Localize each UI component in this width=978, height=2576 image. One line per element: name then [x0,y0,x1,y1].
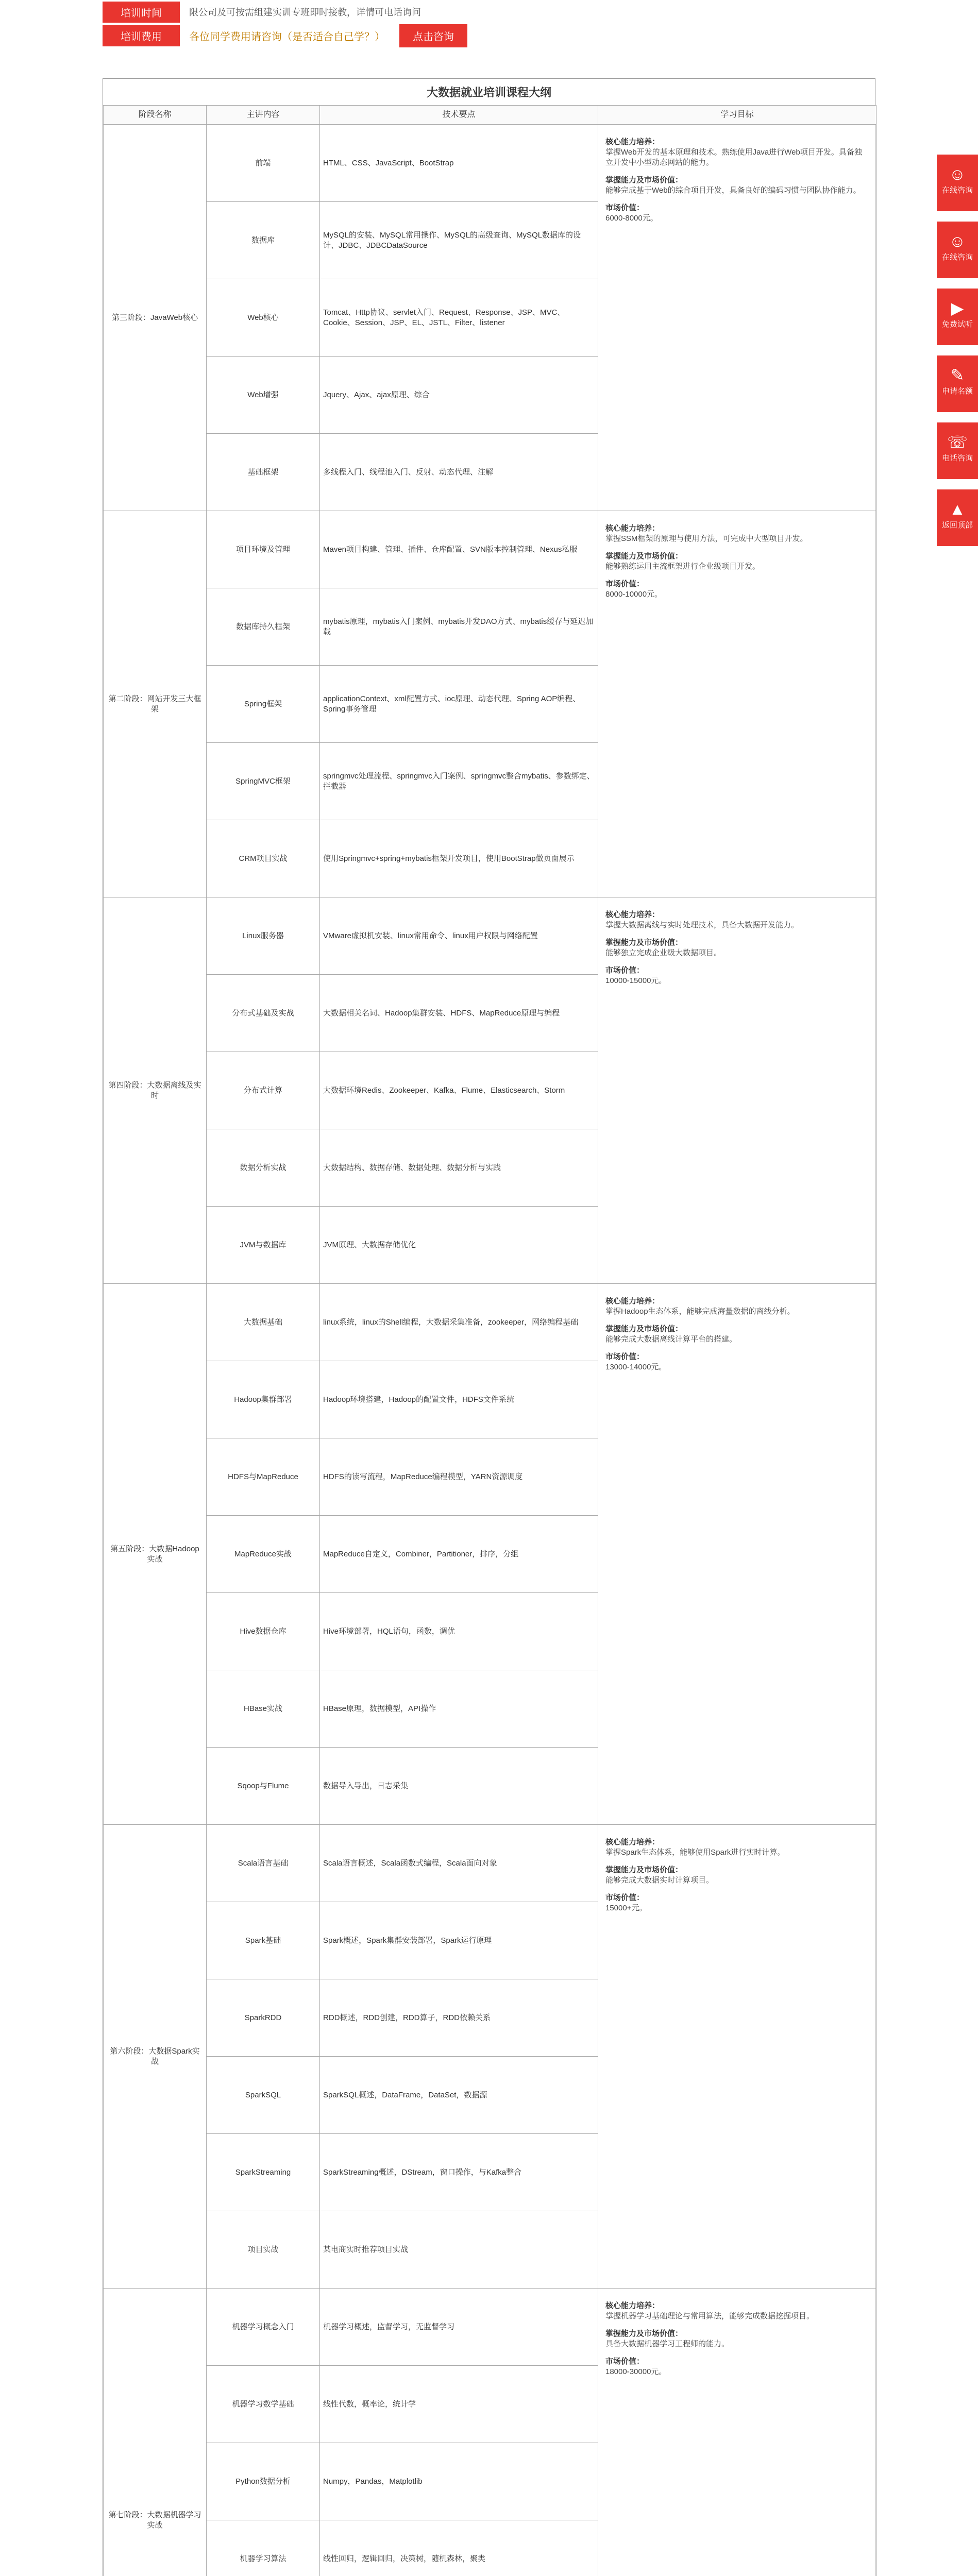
notice-row [103,0,875,24]
sidebar-icon: ☏ [947,433,968,451]
topic-cell: HDFS与MapReduce [207,1438,320,1516]
sidebar-label: 免费试听 [941,320,973,329]
points-cell: JVM原理、大数据存储优化 [320,1207,598,1284]
topic-cell: Web增强 [207,357,320,434]
points-cell: Scala语言概述，Scala函数式编程，Scala面向对象 [320,1825,598,1902]
curriculum-grid [103,105,876,2576]
goal-text: 15000+元。 [605,1904,647,1912]
points-cell: Numpy，Pandas，Matplotlib [320,2443,598,2520]
goal-text: 13000-14000元。 [605,1363,667,1371]
table-row [104,1284,876,1361]
sidebar-button[interactable] [937,355,978,412]
topic-cell: Python数据分析 [207,2443,320,2520]
topic-cell: Scala语言基础 [207,1825,320,1902]
points-cell: Jquery、Ajax、ajax原理、综合 [320,357,598,434]
points-cell: applicationContext、xml配置方式、ioc原理、动态代理、Spring AOP编程、Spring事务管理 [320,666,598,743]
sidebar-label: 在线咨询 [941,253,973,262]
goal-cell [598,1284,876,1825]
points-cell: Spark概述，Spark集群安装部署，Spark运行原理 [320,1902,598,1979]
topic-cell: 分布式计算 [207,1052,320,1129]
points-cell: mybatis原理，mybatis入门案例、mybatis开发DAO方式、mybatis缓存与延迟加载 [320,588,598,666]
topic-cell: Spark基础 [207,1902,320,1979]
header-stage: 阶段名称 [104,106,207,125]
goal-text: 能够独立完成企业级大数据项目。 [605,948,722,957]
sidebar-icon: ☺ [949,165,966,183]
right-sidebar [937,155,978,556]
goal-heading: 核心能力培养： [605,910,660,919]
table-row [104,2289,876,2366]
goal-cell [598,2289,876,2576]
goal-text: 能够完成大数据离线计算平台的搭建。 [605,1335,737,1344]
goal-cell [598,511,876,897]
goal-heading: 掌握能力及市场价值： [605,2329,683,2338]
points-cell: 多线程入门、线程池入门、反射、动态代理、注解 [320,434,598,511]
curriculum-table [103,78,875,2576]
topic-cell: 数据库 [207,202,320,279]
topic-cell: Hadoop集群部署 [207,1361,320,1438]
goal-text: 6000-8000元。 [605,214,658,223]
topic-cell: HBase实战 [207,1670,320,1748]
goal-heading: 核心能力培养： [605,1297,660,1306]
goal-text: 掌握SSM框架的原理与使用方法，可完成中大型项目开发。 [605,534,808,543]
topic-cell: 基础框架 [207,434,320,511]
goal-text: 掌握Web开发的基本原理和技术。熟练使用Java进行Web项目开发。具备独立开发中小型动态网站的能力。 [605,148,862,167]
table-row [104,1825,876,1902]
topic-cell: Spring框架 [207,666,320,743]
goal-heading: 核心能力培养： [605,524,660,533]
topic-cell: 项目实战 [207,2211,320,2289]
notice-tag: 培训时间 [103,2,180,23]
goal-heading: 核心能力培养： [605,1838,660,1846]
stage-name: 第七阶段：大数据机器学习实战 [104,2289,207,2576]
goal-heading: 市场价值： [605,1893,645,1902]
sidebar-button[interactable] [937,222,978,278]
topic-cell: 机器学习概念入门 [207,2289,320,2366]
goal-heading: 掌握能力及市场价值： [605,1866,683,1874]
points-cell: Maven项目构建、管理、插件、仓库配置、SVN版本控制管理、Nexus私服 [320,511,598,588]
goal-text: 18000-30000元。 [605,2367,667,2376]
topic-cell: SpringMVC框架 [207,743,320,820]
header-points: 技术要点 [320,106,598,125]
sidebar-label: 申请名额 [941,387,973,396]
sidebar-icon: ▲ [949,500,966,518]
table-row [104,511,876,588]
sidebar-button[interactable] [937,422,978,479]
points-cell: MySQL的安装、MySQL常用操作、MySQL的高级查询、MySQL数据库的设计、JDBC、JDBCDataSource [320,202,598,279]
sidebar-button[interactable] [937,155,978,211]
sidebar-button[interactable] [937,489,978,546]
topic-cell: Linux服务器 [207,897,320,975]
topic-cell: Hive数据仓库 [207,1593,320,1670]
sidebar-label: 返回顶部 [941,521,973,530]
points-cell: 某电商实时推荐项目实战 [320,2211,598,2289]
points-cell: Hive环境部署，HQL语句，函数，调优 [320,1593,598,1670]
topic-cell: 机器学习数学基础 [207,2366,320,2443]
goal-text: 8000-10000元。 [605,590,663,599]
goal-text: 10000-15000元。 [605,976,667,985]
topic-cell: 前端 [207,125,320,202]
stage-name: 第三阶段：JavaWeb核心 [104,125,207,511]
points-cell: SparkSQL概述，DataFrame，DataSet，数据源 [320,2057,598,2134]
sidebar-label: 在线咨询 [941,186,973,195]
topic-cell: 数据分析实战 [207,1129,320,1207]
goal-text: 掌握机器学习基础理论与常用算法，能够完成数据挖掘项目。 [605,2312,815,2320]
table-title: 大数据就业培训课程大纲 [426,86,551,99]
points-cell: HTML、CSS、JavaScript、BootStrap [320,125,598,202]
points-cell: 机器学习概述，监督学习，无监督学习 [320,2289,598,2366]
goal-text: 能够完成大数据实时计算项目。 [605,1876,714,1885]
points-cell: 数据导入导出，日志采集 [320,1748,598,1825]
sidebar-icon: ☺ [949,232,966,250]
goal-cell [598,1825,876,2289]
sidebar-label: 电话咨询 [941,454,973,463]
goal-heading: 市场价值： [605,2357,645,2366]
goal-heading: 市场价值： [605,204,645,212]
goal-text: 能够完成基于Web的综合项目开发，具备良好的编码习惯与团队协作能力。 [605,186,861,195]
page [103,0,875,2576]
points-cell: linux系统，linux的Shell编程，大数据采集准备，zookeeper，网络编程基础 [320,1284,598,1361]
notice-row [103,24,875,47]
topic-cell: 项目环境及管理 [207,511,320,588]
goal-heading: 掌握能力及市场价值： [605,1325,683,1333]
sidebar-button[interactable] [937,289,978,345]
topic-cell: SparkStreaming [207,2134,320,2211]
points-cell: 使用Springmvc+spring+mybatis框架开发项目，使用BootStrap做页面展示 [320,820,598,897]
topic-cell: Web核心 [207,279,320,357]
points-cell: 大数据相关名词、Hadoop集群安装、HDFS、MapReduce原理与编程 [320,975,598,1052]
goal-cell [598,125,876,511]
goal-heading: 市场价值： [605,580,645,588]
goal-heading: 市场价值： [605,966,645,975]
header-topic: 主讲内容 [207,106,320,125]
topic-cell: SparkRDD [207,1979,320,2057]
goal-heading: 市场价值： [605,1352,645,1361]
points-cell: RDD概述，RDD创建，RDD算子，RDD依赖关系 [320,1979,598,2057]
stage-name: 第四阶段：大数据离线及实时 [104,897,207,1284]
goal-text: 掌握Hadoop生态体系，能够完成海量数据的离线分析。 [605,1307,795,1316]
table-row [104,897,876,975]
topic-cell: CRM项目实战 [207,820,320,897]
consult-button[interactable]: 点击咨询 [399,24,467,47]
notice-tag: 培训费用 [103,25,180,46]
topic-cell: JVM与数据库 [207,1207,320,1284]
notice-text: 各位同学费用请咨询（是否适合自己学？） [189,31,385,43]
goal-heading: 掌握能力及市场价值： [605,176,683,184]
sidebar-icon: ▶ [951,299,964,317]
notice-text: 限公司及可按需组建实训专班即时接教，详情可电话询问 [189,7,421,18]
goal-cell [598,897,876,1284]
notice-block [103,0,875,47]
stage-name: 第五阶段：大数据Hadoop实战 [104,1284,207,1825]
goal-text: 具备大数据机器学习工程师的能力。 [605,2340,730,2348]
points-cell: HDFS的读写流程，MapReduce编程模型，YARN资源调度 [320,1438,598,1516]
topic-cell: 机器学习算法 [207,2520,320,2576]
points-cell: MapReduce自定义，Combiner，Partitioner，排序，分组 [320,1516,598,1593]
goal-heading: 核心能力培养： [605,138,660,146]
topic-cell: SparkSQL [207,2057,320,2134]
goal-text: 能够熟练运用主流框架进行企业级项目开发。 [605,562,761,571]
points-cell: HBase原理，数据模型，API操作 [320,1670,598,1748]
points-cell: 线性回归，逻辑回归，决策树，随机森林，聚类 [320,2520,598,2576]
topic-cell: Sqoop与Flume [207,1748,320,1825]
header-goal: 学习目标 [598,106,876,125]
goal-heading: 核心能力培养： [605,2301,660,2310]
topic-cell: 数据库持久框架 [207,588,320,666]
stage-name: 第六阶段：大数据Spark实战 [104,1825,207,2289]
table-row [104,125,876,202]
topic-cell: MapReduce实战 [207,1516,320,1593]
topic-cell: 分布式基础及实战 [207,975,320,1052]
points-cell: Hadoop环境搭建，Hadoop的配置文件，HDFS文件系统 [320,1361,598,1438]
points-cell: Tomcat、Http协议、servlet入门、Request、Response、JSP、MVC、Cookie、Session、JSP、EL、JSTL、Filter、listener [320,279,598,357]
topic-cell: 大数据基础 [207,1284,320,1361]
points-cell: 线性代数，概率论，统计学 [320,2366,598,2443]
points-cell: SparkStreaming概述，DStream，窗口操作，与Kafka整合 [320,2134,598,2211]
points-cell: springmvc处理流程、springmvc入门案例、springmvc整合mybatis、参数绑定、拦截器 [320,743,598,820]
goal-text: 掌握大数据离线与实时处理技术，具备大数据开发能力。 [605,921,799,929]
sidebar-icon: ✎ [950,366,965,384]
points-cell: 大数据结构、数据存储、数据处理、数据分析与实践 [320,1129,598,1207]
points-cell: VMware虚拟机安装、linux常用命令、linux用户权限与网络配置 [320,897,598,975]
stage-name: 第二阶段：网站开发三大框架 [104,511,207,897]
goal-text: 掌握Spark生态体系，能够使用Spark进行实时计算。 [605,1848,785,1857]
goal-heading: 掌握能力及市场价值： [605,938,683,947]
points-cell: 大数据环境Redis、Zookeeper、Kafka、Flume、Elasticsearch、Storm [320,1052,598,1129]
goal-heading: 掌握能力及市场价值： [605,552,683,561]
